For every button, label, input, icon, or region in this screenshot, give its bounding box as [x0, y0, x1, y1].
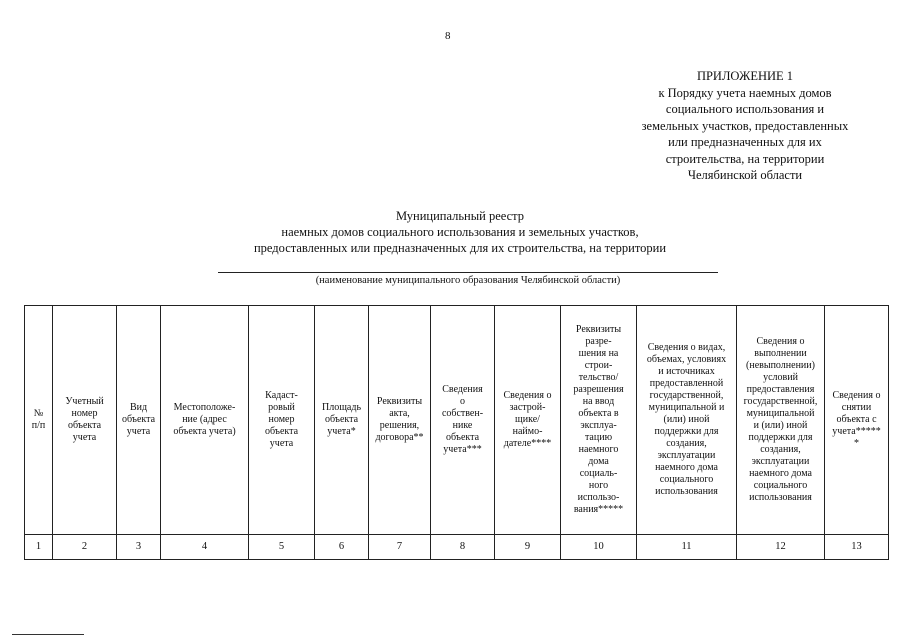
column-number-cell: 12 — [737, 535, 825, 560]
registry-title — [180, 208, 740, 256]
header-cell-cadastral-number: Кадаст- ровый номер объекта учета — [249, 306, 315, 535]
column-number-cell: 4 — [161, 535, 249, 560]
registry-table — [24, 305, 889, 560]
header-cell-area: Площадь объекта учета* — [315, 306, 369, 535]
header-cell-removal: Сведения о снятии объекта с учета***** * — [825, 306, 889, 535]
appendix-line: строительства, на территории — [665, 151, 825, 166]
header-cell-owner: Сведения о собствен- нике объекта учета*** — [431, 306, 495, 535]
column-number-cell: 8 — [431, 535, 495, 560]
municipality-caption: (наименование муниципального образования Челябинской области) — [315, 275, 621, 286]
footnote-separator — [12, 634, 84, 635]
column-number-cell: 2 — [53, 535, 117, 560]
title-line: Муниципальный реестр — [395, 209, 525, 223]
appendix-line: или предназначенных для их — [668, 135, 822, 149]
header-cell-permit: Реквизиты разре- шения на строи- тельство/ разрешения на ввод объекта в эксплуа- тацию наемного дома социаль- ного использо- вания***** — [561, 306, 637, 535]
appendix-line: социального использования и — [665, 102, 825, 116]
column-number-cell: 13 — [825, 535, 889, 560]
header-cell-act-details: Реквизиты акта, решения, договора** — [369, 306, 431, 535]
column-number-cell: 11 — [637, 535, 737, 560]
header-cell-number: № п/п — [25, 306, 53, 535]
header-cell-support-fulfillment: Сведения о выполнении (невыполнении) условий предоставления государственной, муниципальной и (или) иной поддержки для создания, эксплуатации наемного дома социального использования — [737, 306, 825, 535]
table-header-row — [25, 306, 889, 535]
header-cell-location: Местоположе- ние (адрес объекта учета) — [161, 306, 249, 535]
column-number-cell: 6 — [315, 535, 369, 560]
column-number-cell: 9 — [495, 535, 561, 560]
page-number: 8 — [445, 30, 451, 42]
title-line: предоставленных или предназначенных для их строительства, на территории — [253, 241, 667, 255]
column-number-cell: 1 — [25, 535, 53, 560]
appendix-line: земельных участков, предоставленных — [641, 118, 849, 133]
column-number-cell: 5 — [249, 535, 315, 560]
title-line: наемных домов социального использования и земельных участков, — [281, 225, 639, 239]
header-cell-support-info: Сведения о видах, объемах, условиях и источниках предоставленной государственной, муниципальной и (или) иной поддержки для создания, эксплуатации наемного дома социального использования — [637, 306, 737, 535]
column-number-cell: 7 — [369, 535, 431, 560]
header-cell-developer: Сведения о застрой- щике/ наймо- дателе**** — [495, 306, 561, 535]
appendix-title: ПРИЛОЖЕНИЕ 1 — [696, 69, 794, 83]
column-number-cell: 3 — [117, 535, 161, 560]
column-number-cell: 10 — [561, 535, 637, 560]
header-cell-record-number: Учетный номер объекта учета — [53, 306, 117, 535]
header-cell-object-type: Вид объекта учета — [117, 306, 161, 535]
appendix-line: к Порядку учета наемных домов — [658, 85, 832, 100]
municipality-blank-line — [218, 272, 718, 273]
table-row-column-numbers — [25, 535, 889, 560]
appendix-line: Челябинской области — [687, 168, 803, 182]
appendix-block — [600, 68, 890, 184]
